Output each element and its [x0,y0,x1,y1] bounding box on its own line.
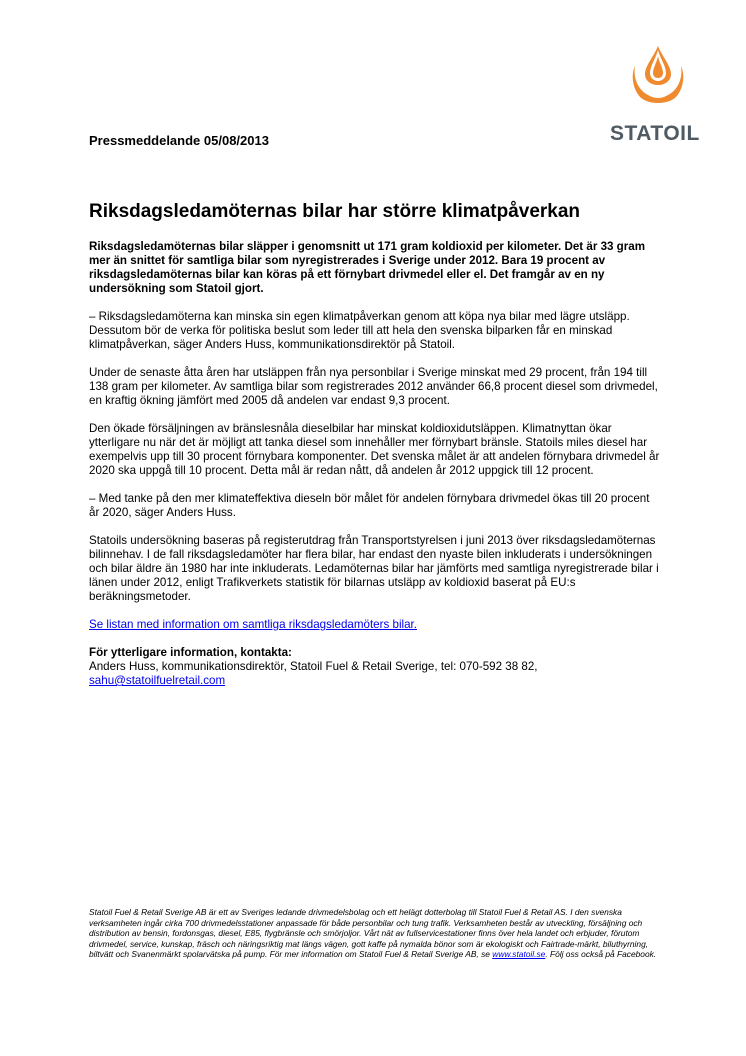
article-paragraph: Den ökade försäljningen av bränslesnåla dieselbilar har minskat koldioxidutsläppen. Klimatnyttan ökar ytterligare nu när det är möjligt att tanka diesel som innehåller mer förnybart bränsle. Statoils miles diesel har exempelvis upp till 30 procent förnybara komponenter. Det svenska målet är att andelen förnybara drivmedel år 2020 ska uppgå till 10 procent. Detta mål är redan nått, då andelen år 2012 uppgick till 12 procent. [89,422,660,477]
statoil-logo [610,44,712,150]
footer-text-end: . Följ oss också på Facebook. [545,949,657,960]
contact-email-link[interactable]: sahu@statoilfuelretail.com [89,674,226,687]
footer-boilerplate [89,907,661,960]
article-body [89,240,661,688]
press-release-date: Pressmeddelande 05/08/2013 [89,133,269,148]
contact-block [89,646,661,688]
logo-wordmark: STATOIL [610,122,700,145]
article-lead: Riksdagsledamöternas bilar släpper i genomsnitt ut 171 gram koldioxid per kilometer. Det är 33 gram mer än snittet för samtliga bilar som nyregistrerades i Sverige under 2012. Bara 19 procent av riksdagsledamöternas bilar kan köras på ett förnybart drivmedel eller el. Det framgår av en ny undersökning som Statoil gjort. [89,240,646,295]
article-paragraph: – Riksdagsledamöterna kan minska sin egen klimatpåverkan genom att köpa nya bilar med lägre utsläpp. Dessutom bör de verka för politiska beslut som leder till att hela den svenska bilparken får en minskad klimatpåverkan, säger Anders Huss, kommunikationsdirektör på Statoil. [89,310,630,351]
article-title: Riksdagsledamöternas bilar har större klimatpåverkan [89,201,581,222]
statoil-drop-icon [628,44,688,108]
contact-heading: För ytterligare information, kontakta: [89,646,292,659]
article-paragraph: Under de senaste åtta åren har utsläppen från nya personbilar i Sverige minskat med 29 procent, från 194 till 138 gram per kilometer. Av samtliga bilar som registrerades 2012 använder 66,8 procent diesel som drivmedel, en kraftig ökning jämfört med 2005 då andelen var endast 9,3 procent. [89,366,658,407]
article-paragraph: – Med tanke på den mer klimateffektiva dieseln bör målet för andelen förnybara drivmedel ökas till 20 procent år 2020, säger Anders Huss. [89,492,650,519]
list-link-paragraph [89,618,661,632]
contact-person: Anders Huss, kommunikationsdirektör, Statoil Fuel & Retail Sverige, tel: 070-592 38 82, [89,660,538,673]
statoil-website-link[interactable]: www.statoil.se [492,949,546,960]
article-paragraph: Statoils undersökning baseras på registerutdrag från Transportstyrelsen i juni 2013 över riksdagsledamöternas bilinnehav. I de fall riksdagsledamöter har flera bilar, har endast den nyaste bilen inkluderats i undersökningen och bilar äldre än 1980 har inte inkluderats. Ledamöternas bilar har jämförts med samtliga nyregistrerade bilar i länen under 2012, enligt Trafikverkets statistik för bilarnas utsläpp av koldioxid baserat på EU:s beräkningsmetoder. [89,534,659,603]
car-list-link[interactable]: Se listan med information om samtliga riksdagsledamöters bilar. [89,618,417,631]
footer-text: Statoil Fuel & Retail Sverige AB är ett av Sveriges ledande drivmedelsbolag och ett helägt dotterbolag till Statoil Fuel & Retail AS. I den svenska verksamheten ingår cirka 700 drivmedelsstationer anpassade för både personbilar och tung trafik. Verksamheten består av utveckling, försäljning och distribution av bensin, fordonsgas, diesel, E85, flygbränsle och smörjoljor. Vårt nät av fullservicestationer finns över hela landet och erbjuder, förutom drivmedel, service, kunskap, fräsch och näringsriktig mat längs vägen, gott kaffe på nymalda bönor som är ekologiskt och Fairtrade-märkt, biluthyrning, biltvätt och Svanenmärkt spolarvätska på pump. För mer information om Statoil Fuel & Retail Sverige AB, se [89,907,649,960]
